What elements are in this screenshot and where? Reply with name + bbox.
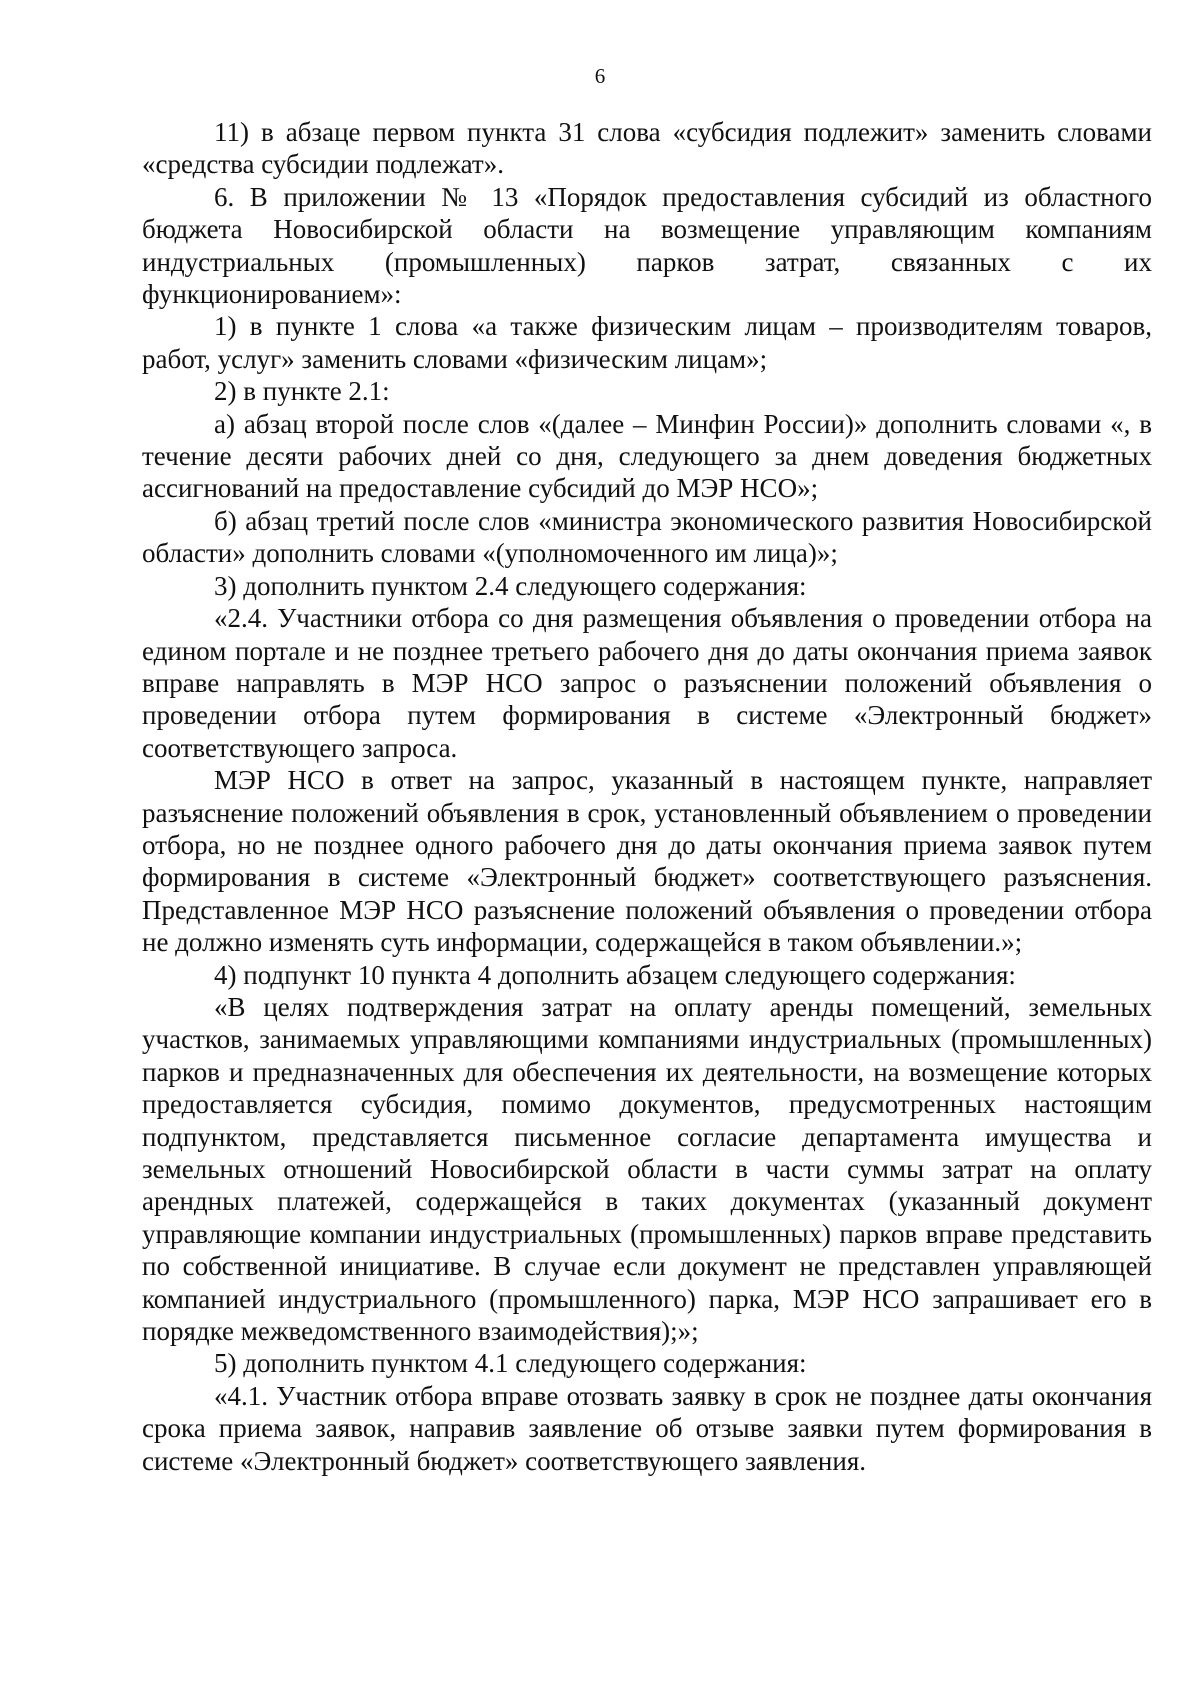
paragraph-item-5: 5) дополнить пунктом 4.1 следующего содержания:: [214, 1348, 807, 1379]
paragraph-appendix-13: 6. В приложении № 13 «Порядок предоставления субсидий из областного бюджета Новосибирской области на возмещение управляющим компаниям индустриальных (промышленных) парков затрат, связанных с их функционированием»:: [142, 181, 1152, 310]
paragraph-item-2: 2) в пункте 2.1:: [214, 376, 390, 407]
paragraph-item-1: 1) в пункте 1 слова «а также физическим лицам – производителям товаров, работ, услуг» заменить словами «физическим лицам»;: [142, 311, 1152, 374]
paragraph-amendment-11: 11) в абзаце первом пункта 31 слова «субсидия подлежит» заменить словами «средства субсидии подлежат».: [142, 117, 1152, 180]
paragraph-item-4: 4) подпункт 10 пункта 4 дополнить абзацем следующего содержания:: [214, 959, 1016, 990]
paragraph-point-2-4-response: МЭР НСО в ответ на запрос, указанный в настоящем пункте, направляет разъяснение положений объявления в срок, установленный объявлением о проведении отбора, но не позднее одного рабочего дня до даты окончания приема заявок путем формирования в системе «Электронный бюджет» соответствующего разъяснения. Представленное МЭР НСО разъяснение положений объявления о проведении отбора не должно изменять суть информации, содержащейся в таком объявлении.»;: [142, 765, 1152, 958]
paragraph-item-3: 3) дополнить пунктом 2.4 следующего содержания:: [214, 570, 807, 601]
paragraph-rent-costs: «В целях подтверждения затрат на оплату аренды помещений, земельных участков, занимаемых управляющими компаниями индустриальных (промышленных) парков и предназначенных для обеспечения их деятельности, на возмещение которых предоставляется субсидия, помимо документов, предусмотренных настоящим подпунктом, представляется письменное согласие департамента имущества и земельных отношений Новосибирской области в части суммы затрат на оплату арендных платежей, содержащейся в таких документах (указанный документ управляющие компании индустриальных (промышленных) парков вправе представить по собственной инициативе. В случае если документ не представлен управляющей компанией индустриального (промышленного) парка, МЭР НСО запрашивает его в порядке межведомственного взаимодействия);»;: [142, 991, 1152, 1347]
paragraph-item-2b: б) абзац третий после слов «министра экономического развития Новосибирской области» дополнить словами «(уполномоченного им лица)»;: [142, 505, 1152, 569]
document-body: [142, 116, 1152, 1477]
paragraph-point-2-4: «2.4. Участники отбора со дня размещения объявления о проведении отбора на едином портале и не позднее третьего рабочего дня до даты окончания приема заявок вправе направлять в МЭР НСО запрос о разъяснении положений объявления о проведении отбора путем формирования в системе «Электронный бюджет» соответствующего запроса.: [142, 603, 1152, 763]
paragraph-item-2a: а) абзац второй после слов «(далее – Минфин России)» дополнить словами «, в течение десяти рабочих дней со дня, следующего за днем доведения бюджетных ассигнований на предоставление субсидий до МЭР НСО»;: [142, 408, 1152, 504]
paragraph-point-4-1: «4.1. Участник отбора вправе отозвать заявку в срок не позднее даты окончания срока приема заявок, направив заявление об отзыве заявки путем формирования в системе «Электронный бюджет» соответствующего заявления.: [142, 1380, 1152, 1476]
page-number: 6: [594, 64, 606, 88]
